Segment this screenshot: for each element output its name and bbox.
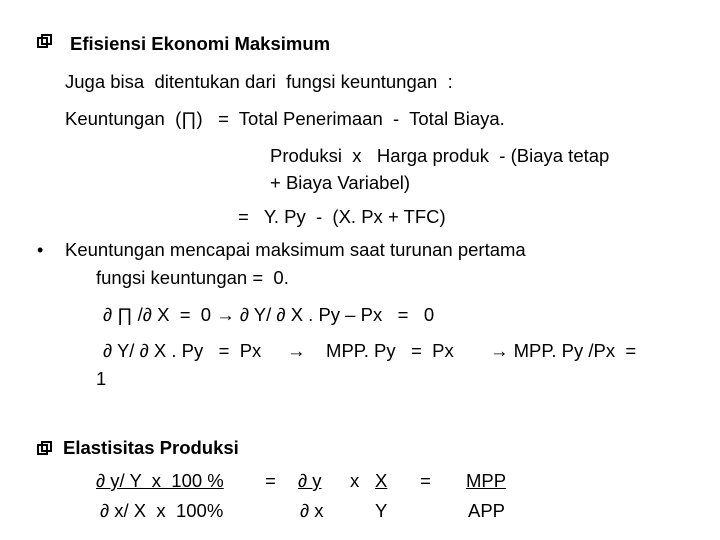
equals-sign: = xyxy=(420,470,431,491)
fraction-numerator: ∂ y/ Y x 100 % xyxy=(96,470,224,491)
formula-line: 1 xyxy=(96,368,107,389)
text-line: + Biaya Variabel) xyxy=(270,172,411,193)
bullet-text-line: fungsi keuntungan = 0. xyxy=(96,267,289,288)
text-line: Keuntungan (∏) = Total Penerimaan - Total Biaya. xyxy=(65,108,505,129)
section-title-efisiensi: Efisiensi Ekonomi Maksimum xyxy=(70,33,331,54)
equals-sign: = xyxy=(265,470,276,491)
text-line: Produksi x Harga produk - (Biaya tetap xyxy=(270,145,610,166)
checkbox-bullet-icon xyxy=(37,37,48,48)
formula-line: ∂ ∏ /∂ X = 0 → ∂ Y/ ∂ X . Py – Px = 0 xyxy=(103,304,435,325)
times-sign: x xyxy=(350,470,360,491)
checkbox-bullet-icon xyxy=(37,444,48,455)
bullet-dot-icon: • xyxy=(37,240,44,260)
fraction-numerator: MPP xyxy=(466,470,507,491)
fraction-denominator: ∂ x/ X x 100% xyxy=(100,500,224,521)
text-line: = Y. Py - (X. Px + TFC) xyxy=(238,206,446,227)
fraction-denominator: ∂ x xyxy=(300,500,324,521)
section-title-elastisitas: Elastisitas Produksi xyxy=(63,437,239,458)
fraction-numerator: X xyxy=(375,470,388,491)
formula-line: → MPP. Py /Px = xyxy=(490,340,637,361)
formula-line: ∂ Y/ ∂ X . Py = Px → MPP. Py = Px xyxy=(103,340,454,361)
text-line: Juga bisa ditentukan dari fungsi keuntungan : xyxy=(65,71,453,92)
fraction-denominator: APP xyxy=(468,500,506,521)
fraction-denominator: Y xyxy=(375,500,388,521)
fraction-numerator: ∂ y xyxy=(298,470,322,491)
bullet-text-line: Keuntungan mencapai maksimum saat turunan pertama xyxy=(65,239,526,260)
